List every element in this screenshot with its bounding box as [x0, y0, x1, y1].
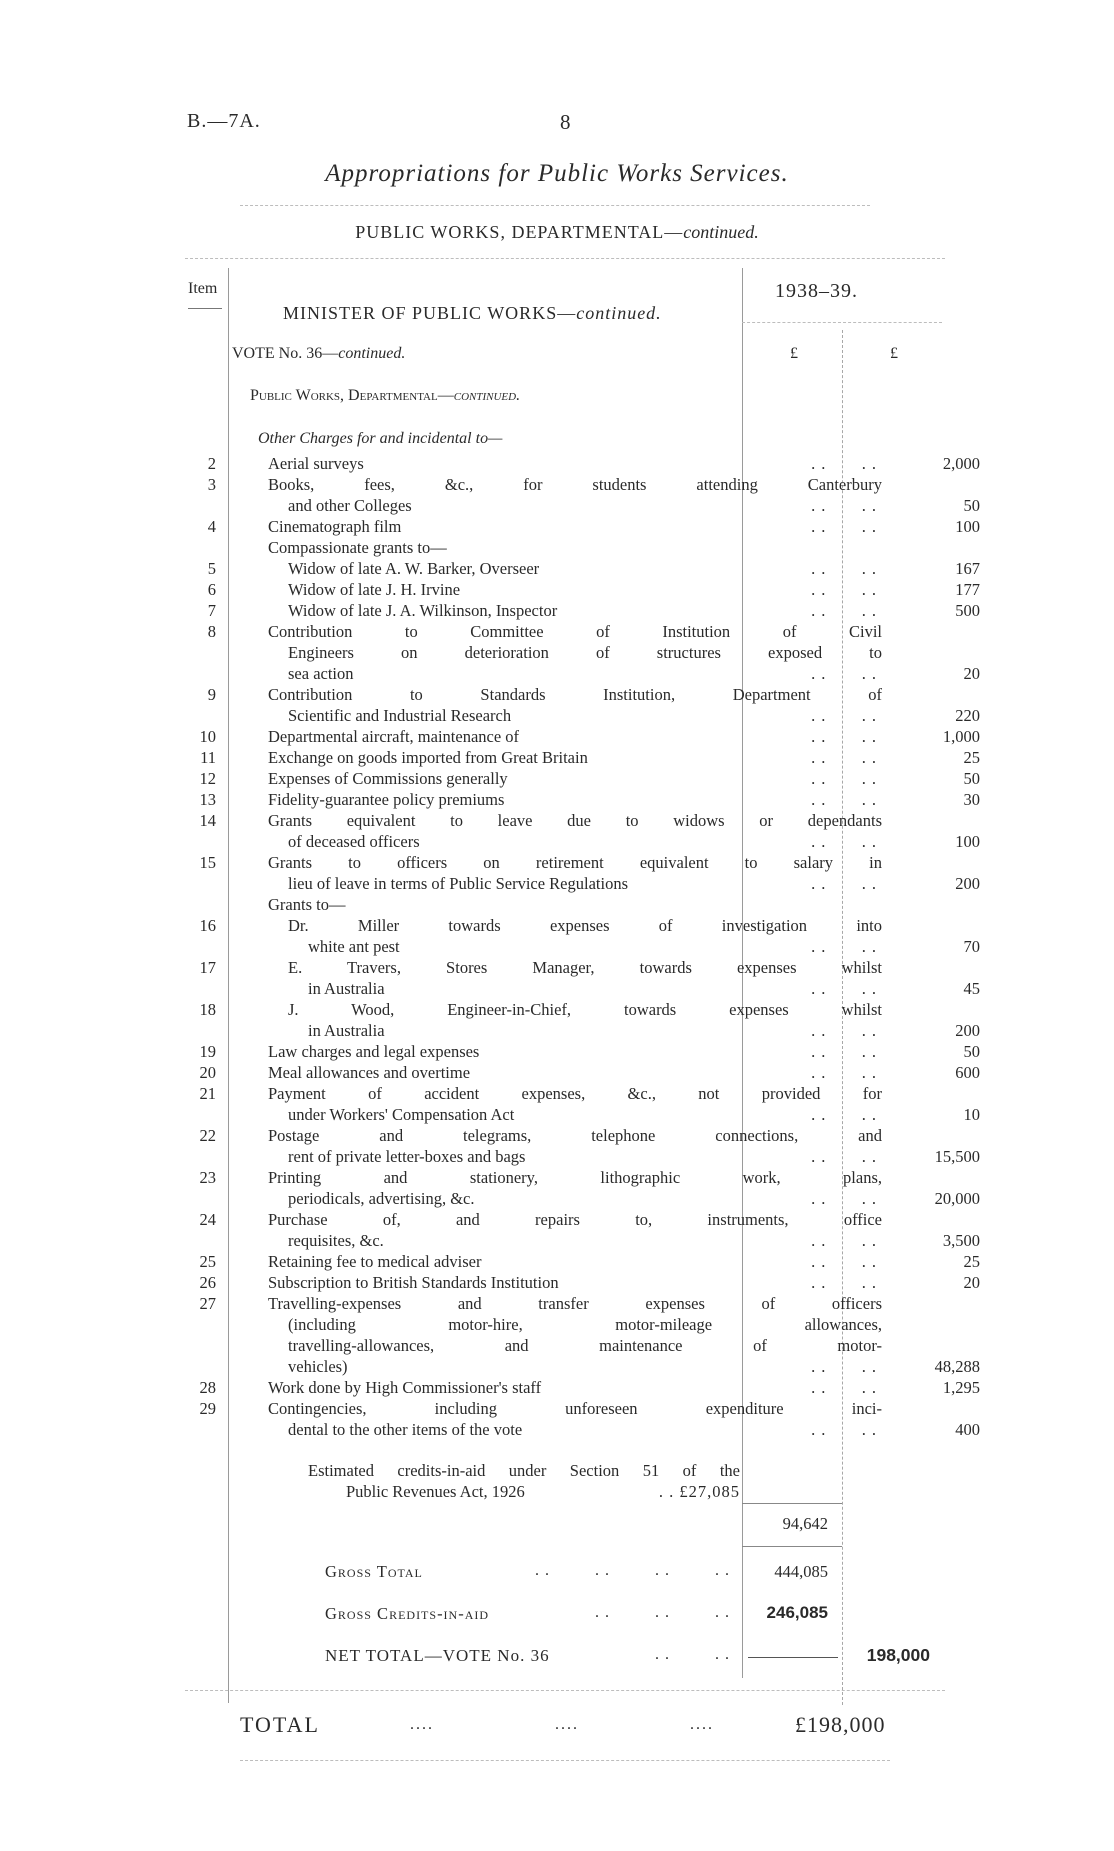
subvote-heading-text: Public Works, Departmental— — [250, 387, 454, 404]
leader-dots: .. .. — [811, 832, 882, 851]
item-description — [268, 474, 882, 516]
subtotal-rule-top — [742, 1503, 842, 1504]
item-description-text: Fidelity-guarantee policy premiums — [268, 790, 505, 809]
item-description-line — [268, 1272, 882, 1293]
table-row — [150, 1167, 1110, 1209]
leader-dots: .. .. — [811, 1105, 882, 1124]
table-row — [150, 516, 1110, 537]
item-description — [268, 999, 882, 1041]
table-row — [150, 537, 1110, 558]
item-amount: 20 — [963, 664, 980, 683]
item-amount: 15,500 — [934, 1147, 980, 1166]
item-description — [268, 600, 882, 621]
item-description-text: Meal allowances and overtime — [268, 1063, 471, 1082]
item-description-text: Widow of late J. H. Irvine — [288, 580, 461, 599]
item-description — [268, 516, 882, 537]
leader-dots: .. .. — [811, 1021, 882, 1040]
item-description — [268, 894, 882, 915]
item-description-line — [268, 537, 882, 558]
item-number: 22 — [199, 1126, 216, 1145]
section-title-text: PUBLIC WORKS, DEPARTMENTAL— — [355, 222, 684, 242]
gross-credits-amount: 246,085 — [766, 1603, 828, 1622]
item-description — [268, 621, 882, 684]
item-description — [268, 453, 882, 474]
item-number: 21 — [199, 1084, 216, 1103]
grand-total-dots-2: .... — [555, 1716, 579, 1733]
table-row — [150, 621, 1110, 684]
gross-credits-label: Gross Credits-in-aid — [325, 1604, 490, 1623]
table-row — [150, 474, 1110, 516]
leader-dots: .. .. — [811, 748, 882, 767]
table-row — [150, 600, 1110, 621]
item-amount: 50 — [963, 769, 980, 788]
item-description-line — [268, 747, 882, 768]
item-number: 19 — [199, 1042, 216, 1061]
credits-note-amount: . . £27,085 — [658, 1482, 740, 1501]
leader-dots: .. .. — [811, 1063, 882, 1082]
item-description — [268, 768, 882, 789]
item-description-text: Contribution to Committee of Institution of Civil — [268, 622, 882, 641]
leader-dots: .. .. — [811, 937, 882, 956]
item-description-line — [268, 1377, 882, 1398]
item-amount: 2,000 — [942, 454, 980, 473]
table-row — [150, 1125, 1110, 1167]
item-amount: 500 — [955, 601, 980, 620]
item-description-line — [268, 1356, 882, 1377]
credits-note-amount-value: £27,085 — [679, 1482, 740, 1501]
leader-dots: .. .. — [811, 1378, 882, 1397]
item-description-line — [268, 1335, 882, 1356]
leader-dots: .. .. — [811, 1357, 882, 1376]
item-description-text: Grants to officers on retirement equivalent to salary in — [268, 853, 882, 872]
net-total-dots: .. .. — [655, 1646, 735, 1663]
item-description-text: white ant pest — [308, 937, 400, 956]
minister-heading — [283, 303, 662, 324]
table-row — [150, 852, 1110, 894]
item-description-line — [268, 1020, 882, 1041]
subtotal-rule-bottom — [742, 1546, 842, 1547]
item-number: 15 — [199, 853, 216, 872]
header-divider — [240, 205, 870, 206]
item-description — [268, 1293, 882, 1377]
item-description-line — [268, 957, 882, 978]
item-amount: 48,288 — [934, 1357, 980, 1376]
item-description-text: and other Colleges — [288, 496, 412, 515]
item-description-text: lieu of leave in terms of Public Service Regulations — [288, 874, 628, 893]
item-description — [268, 1398, 882, 1440]
table-row — [150, 810, 1110, 852]
item-amount: 20,000 — [934, 1189, 980, 1208]
leader-dots: .. .. — [811, 1189, 882, 1208]
item-description-line — [268, 1041, 882, 1062]
item-amount: 25 — [963, 1252, 980, 1271]
page-number: 8 — [560, 110, 571, 134]
item-description-text: J. Wood, Engineer-in-Chief, towards expenses whilst — [288, 1000, 882, 1019]
table-row — [150, 684, 1110, 726]
item-description-line — [268, 978, 882, 999]
item-description — [268, 1167, 882, 1209]
table-row — [150, 1377, 1110, 1398]
minister-heading-suffix: continued. — [576, 303, 662, 323]
item-description-line — [268, 558, 882, 579]
item-description-text: Law charges and legal expenses — [268, 1042, 480, 1061]
table-row — [150, 453, 1110, 474]
section-title — [0, 222, 1114, 243]
table-row — [150, 1398, 1110, 1440]
item-description — [268, 558, 882, 579]
item-description-text: Contribution to Standards Institution, Department of — [268, 685, 882, 704]
item-description-text: (including motor-hire, motor-mileage allowances, — [288, 1315, 882, 1334]
leader-dots: .. .. — [811, 496, 882, 515]
currency-symbol-2: £ — [890, 345, 898, 362]
credits-note-line-2 — [308, 1481, 740, 1502]
table-row — [150, 1041, 1110, 1062]
item-description-line — [268, 705, 882, 726]
item-description-text: sea action — [288, 664, 354, 683]
item-description — [268, 579, 882, 600]
item-amount: 45 — [963, 979, 980, 998]
item-number: 28 — [199, 1378, 216, 1397]
table-row — [150, 789, 1110, 810]
item-description-text: Purchase of, and repairs to, instruments, office — [268, 1210, 882, 1229]
leader-dots: .. .. — [811, 1252, 882, 1271]
item-description-text: Grants to— — [268, 895, 346, 914]
net-total-label: NET TOTAL—VOTE No. 36 — [325, 1646, 550, 1665]
credits-note-line-1: Estimated credits-in-aid under Section 51 of the — [308, 1461, 740, 1480]
item-number: 24 — [199, 1210, 216, 1229]
item-description-text: of deceased officers — [288, 832, 420, 851]
item-description — [268, 1041, 882, 1062]
item-description-text: requisites, &c. — [288, 1231, 384, 1250]
item-number: 25 — [199, 1252, 216, 1271]
item-description-line — [268, 1188, 882, 1209]
item-amount: 600 — [955, 1063, 980, 1082]
item-description-text: Retaining fee to medical adviser — [268, 1252, 482, 1271]
item-description-line — [268, 600, 882, 621]
item-description-line — [268, 1167, 882, 1188]
item-description-text: Printing and stationery, lithographic work, plans, — [268, 1168, 882, 1187]
item-description — [268, 1062, 882, 1083]
item-description — [268, 1125, 882, 1167]
item-description — [268, 852, 882, 894]
subvote-heading-suffix: continued. — [453, 387, 521, 404]
item-description-text: Books, fees, &c., for students attending Canterbury — [268, 475, 882, 494]
gross-total-dots: .. .. .. .. — [535, 1562, 735, 1579]
item-description-text: Exchange on goods imported from Great Britain — [268, 748, 588, 767]
item-description — [268, 747, 882, 768]
item-amount: 200 — [955, 1021, 980, 1040]
item-description-line — [268, 1398, 882, 1419]
year-header-rule — [742, 322, 942, 323]
item-description-line — [268, 1293, 882, 1314]
leader-dots: .. .. — [811, 727, 882, 746]
section-title-suffix: continued. — [683, 222, 759, 242]
item-amount: 30 — [963, 790, 980, 809]
table-row — [150, 1209, 1110, 1251]
item-description-text: in Australia — [308, 979, 385, 998]
credits-note — [308, 1460, 740, 1502]
item-description-line — [268, 453, 882, 474]
item-amount: 400 — [955, 1420, 980, 1439]
item-description-line — [268, 810, 882, 831]
item-description-text: in Australia — [308, 1021, 385, 1040]
item-amount: 200 — [955, 874, 980, 893]
grand-total-amount: £198,000 — [795, 1712, 886, 1737]
item-description-line — [268, 768, 882, 789]
gross-total-amount: 444,085 — [774, 1562, 828, 1581]
item-amount: 20 — [963, 1273, 980, 1292]
item-description-text: dental to the other items of the vote — [288, 1420, 523, 1439]
item-amount: 167 — [955, 559, 980, 578]
item-amount: 25 — [963, 748, 980, 767]
table-row — [150, 1272, 1110, 1293]
subvote-heading — [250, 387, 520, 405]
item-amount: 100 — [955, 517, 980, 536]
item-description-line — [268, 1062, 882, 1083]
item-column-header: Item — [188, 280, 218, 297]
item-number: 26 — [199, 1273, 216, 1292]
item-description-line — [268, 726, 882, 747]
leader-dots: .. .. — [811, 559, 882, 578]
page-title: Appropriations for Public Works Services. — [325, 160, 789, 187]
item-description-text: Travelling-expenses and transfer expenses of officers — [268, 1294, 882, 1313]
table-row — [150, 1083, 1110, 1125]
item-number: 5 — [207, 559, 216, 578]
table-top-rule — [185, 258, 945, 259]
item-description-text: Departmental aircraft, maintenance of — [268, 727, 520, 746]
item-description-text: Subscription to British Standards Institution — [268, 1273, 559, 1292]
leader-dots: .. .. — [811, 769, 882, 788]
item-description-line — [268, 852, 882, 873]
item-amount: 1,000 — [942, 727, 980, 746]
minister-heading-text: MINISTER OF PUBLIC WORKS— — [283, 303, 577, 323]
leader-dots: .. .. — [811, 1231, 882, 1250]
item-description-text: Cinematograph film — [268, 517, 402, 536]
item-amount: 1,295 — [942, 1378, 980, 1397]
item-description-text: Payment of accident expenses, &c., not provided for — [268, 1084, 882, 1103]
item-amount: 70 — [963, 937, 980, 956]
item-description — [268, 810, 882, 852]
item-number: 10 — [199, 727, 216, 746]
gross-credits-dots: .. .. .. — [595, 1604, 735, 1621]
vote-heading-text: VOTE No. 36— — [232, 345, 339, 362]
item-amount: 50 — [963, 496, 980, 515]
gross-total-label: Gross Total — [325, 1562, 423, 1581]
leader-dots: .. .. — [811, 517, 882, 536]
item-description-line — [268, 1230, 882, 1251]
grand-total-label: TOTAL — [240, 1712, 320, 1737]
document-reference: B.—7A. — [187, 110, 261, 132]
item-description-text: E. Travers, Stores Manager, towards expenses whilst — [288, 958, 882, 977]
item-description-text: Widow of late A. W. Barker, Overseer — [288, 559, 540, 578]
item-description-line — [268, 1083, 882, 1104]
item-description-line — [268, 1419, 882, 1440]
year-header: 1938–39. — [775, 280, 858, 302]
item-description-line — [268, 915, 882, 936]
item-number: 16 — [199, 916, 216, 935]
item-number: 18 — [199, 1000, 216, 1019]
item-description-line — [268, 999, 882, 1020]
leader-dots: .. .. — [811, 1273, 882, 1292]
item-description-text: Dr. Miller towards expenses of investigation into — [288, 916, 882, 935]
item-description-line — [268, 1209, 882, 1230]
item-description — [268, 789, 882, 810]
table-row — [150, 558, 1110, 579]
table-row — [150, 957, 1110, 999]
leader-dots: .. .. — [811, 790, 882, 809]
item-description-text: rent of private letter-boxes and bags — [288, 1147, 526, 1166]
net-total-amount: 198,000 — [866, 1645, 930, 1665]
item-number: 20 — [199, 1063, 216, 1082]
table-row — [150, 915, 1110, 957]
item-number: 4 — [207, 517, 216, 536]
item-description-line — [268, 474, 882, 495]
item-number: 11 — [200, 748, 216, 767]
vote-heading — [232, 345, 405, 363]
item-description-text: periodicals, advertising, &c. — [288, 1189, 475, 1208]
item-description — [268, 1251, 882, 1272]
currency-symbol-1: £ — [790, 345, 798, 362]
item-description-line — [268, 936, 882, 957]
item-description-text: Postage and telegrams, telephone connections, and — [268, 1126, 882, 1145]
item-description-line — [268, 1314, 882, 1335]
leader-dots: .. .. — [811, 1147, 882, 1166]
item-number: 2 — [207, 454, 216, 473]
footer-rule — [240, 1760, 890, 1761]
item-description-text: Compassionate grants to— — [268, 538, 447, 557]
item-number: 12 — [199, 769, 216, 788]
item-description-text: Expenses of Commissions generally — [268, 769, 508, 788]
item-number: 17 — [199, 958, 216, 977]
item-description-text: travelling-allowances, and maintenance of motor- — [288, 1336, 882, 1355]
item-number: 6 — [207, 580, 216, 599]
net-total-dash-rule — [748, 1657, 838, 1658]
table-row — [150, 726, 1110, 747]
item-description-text: vehicles) — [288, 1357, 348, 1376]
item-description — [268, 1272, 882, 1293]
item-description-text: Aerial surveys — [268, 454, 364, 473]
item-description-text: Scientific and Industrial Research — [288, 706, 512, 725]
item-description-line — [268, 1125, 882, 1146]
table-row — [150, 579, 1110, 600]
item-description-text: Widow of late J. A. Wilkinson, Inspector — [288, 601, 558, 620]
other-charges-heading: Other Charges for and incidental to— — [258, 430, 503, 447]
vote-heading-suffix: continued. — [338, 345, 406, 362]
item-number: 9 — [207, 685, 216, 704]
item-description — [268, 1209, 882, 1251]
item-number: 13 — [199, 790, 216, 809]
item-description — [268, 684, 882, 726]
item-description — [268, 1083, 882, 1125]
item-description — [268, 915, 882, 957]
item-header-rule — [188, 308, 222, 309]
grand-total-dots-3: .... — [690, 1716, 714, 1733]
item-description-line — [268, 1146, 882, 1167]
grand-total-dots-1: .... — [410, 1716, 434, 1733]
leader-dots: .. .. — [811, 979, 882, 998]
item-description-line — [268, 579, 882, 600]
leader-dots: .. .. — [811, 706, 882, 725]
table-row — [150, 1062, 1110, 1083]
item-description-line — [268, 831, 882, 852]
credits-note-act: Public Revenues Act, 1926 — [346, 1482, 525, 1501]
item-number: 29 — [199, 1399, 216, 1418]
item-description-line — [268, 621, 882, 642]
item-amount: 50 — [963, 1042, 980, 1061]
leader-dots: .. .. — [811, 580, 882, 599]
table-row — [150, 999, 1110, 1041]
item-description-line — [268, 642, 882, 663]
item-description-text: Grants equivalent to leave due to widows or dependants — [268, 811, 882, 830]
item-number: 8 — [207, 622, 216, 641]
table-row — [150, 1293, 1110, 1377]
table-row — [150, 747, 1110, 768]
item-description-text: under Workers' Compensation Act — [288, 1105, 515, 1124]
item-description-line — [268, 1104, 882, 1125]
item-amount: 10 — [963, 1105, 980, 1124]
item-description — [268, 726, 882, 747]
table-row — [150, 1251, 1110, 1272]
item-description-line — [268, 663, 882, 684]
item-amount: 3,500 — [942, 1231, 980, 1250]
item-description-line — [268, 873, 882, 894]
item-amount: 100 — [955, 832, 980, 851]
item-description-text: Work done by High Commissioner's staff — [268, 1378, 542, 1397]
item-description — [268, 1377, 882, 1398]
item-description-text: Engineers on deterioration of structures exposed to — [288, 643, 882, 662]
leader-dots: .. .. — [811, 664, 882, 683]
item-description-line — [268, 684, 882, 705]
item-description-text: Contingencies, including unforeseen expenditure inci- — [268, 1399, 882, 1418]
item-description-line — [268, 495, 882, 516]
item-description-line — [268, 894, 882, 915]
item-amount: 220 — [955, 706, 980, 725]
item-description — [268, 957, 882, 999]
subtotal-amount: 94,642 — [782, 1514, 828, 1533]
item-number: 3 — [207, 475, 216, 494]
table-bottom-rule — [185, 1690, 945, 1691]
table-row — [150, 894, 1110, 915]
item-description-line — [268, 789, 882, 810]
item-number: 27 — [199, 1294, 216, 1313]
item-description — [268, 537, 882, 558]
leader-dots: .. .. — [811, 874, 882, 893]
leader-dots: .. .. — [811, 454, 882, 473]
item-number: 7 — [207, 601, 216, 620]
leader-dots: .. .. — [811, 1420, 882, 1439]
table-row — [150, 768, 1110, 789]
leader-dots: .. .. — [811, 1042, 882, 1061]
item-number: 14 — [199, 811, 216, 830]
item-description-line — [268, 1251, 882, 1272]
item-amount: 177 — [955, 580, 980, 599]
leader-dots: .. .. — [811, 601, 882, 620]
item-description-line — [268, 516, 882, 537]
item-number: 23 — [199, 1168, 216, 1187]
